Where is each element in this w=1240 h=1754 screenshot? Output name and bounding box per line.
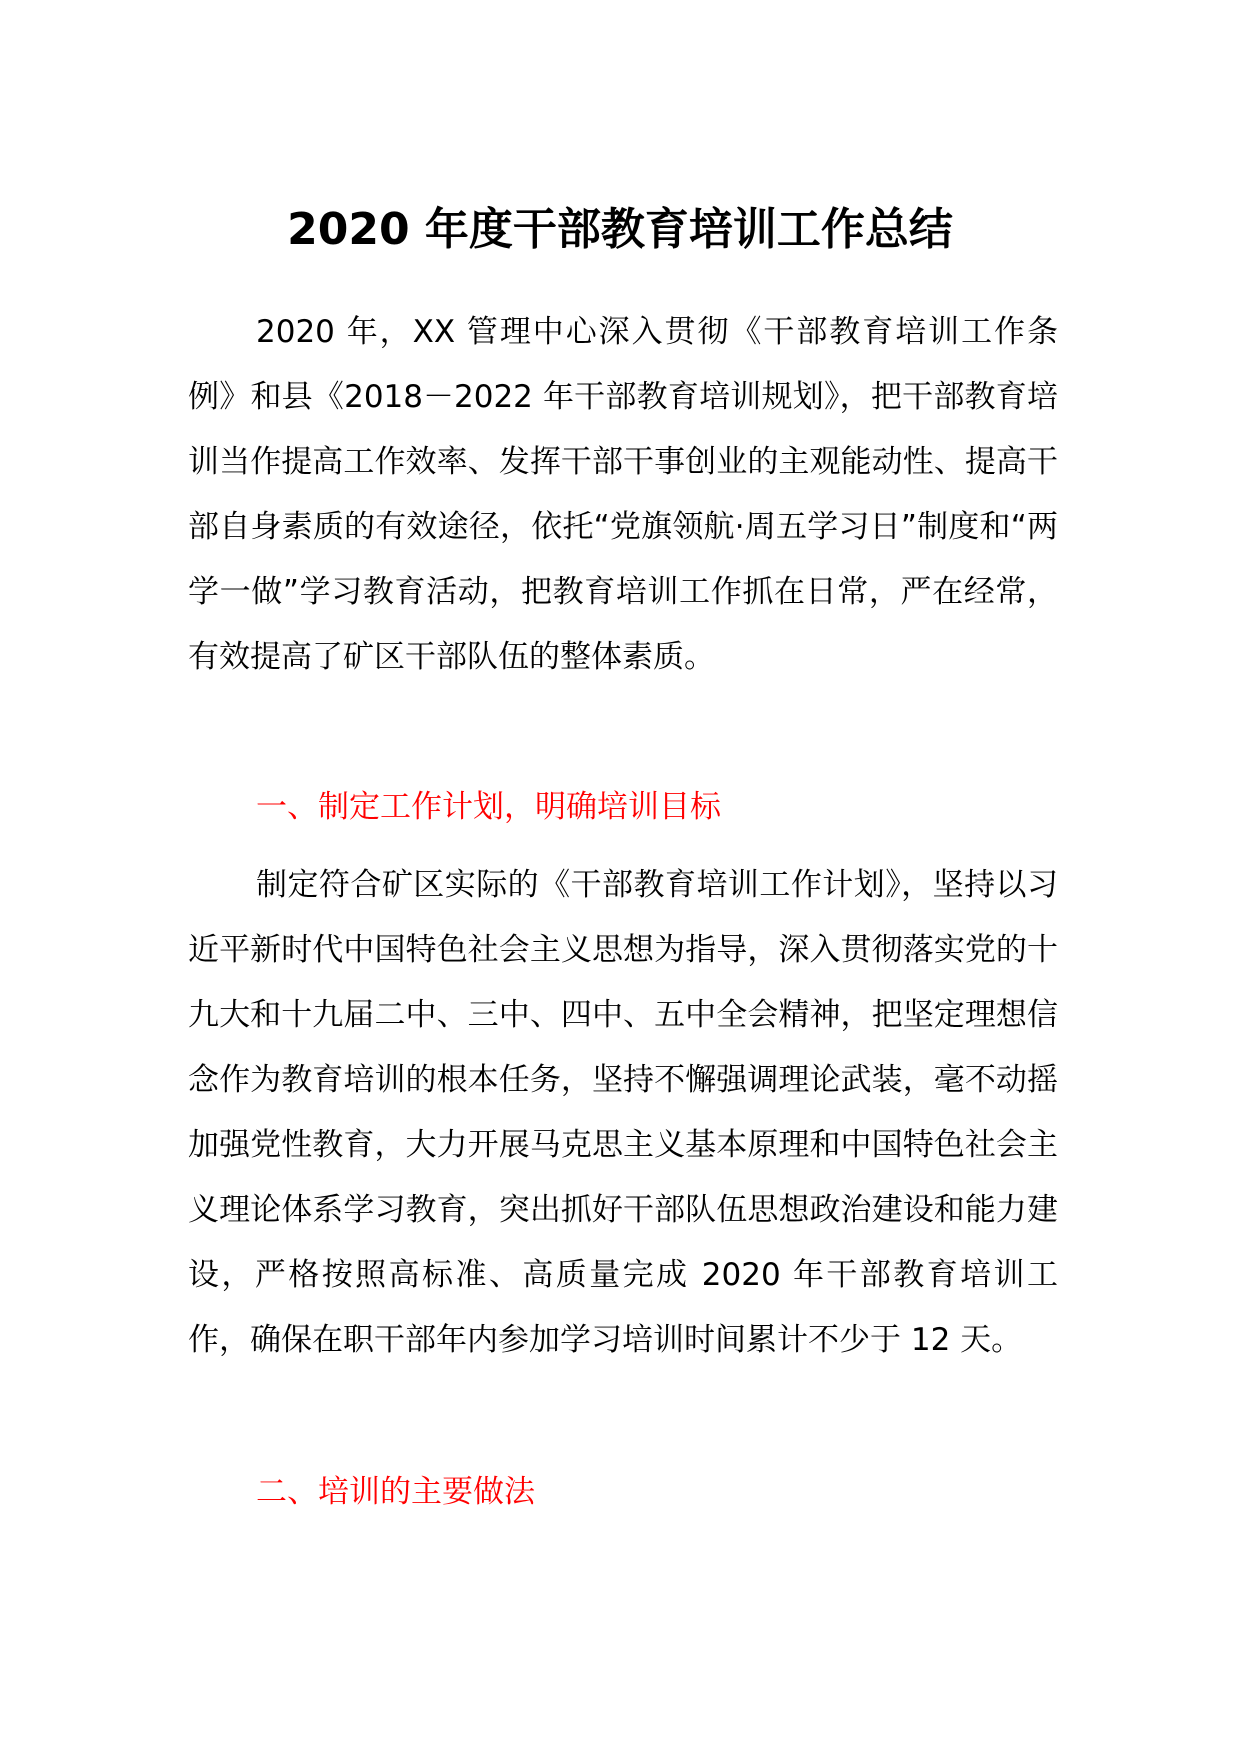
intro-paragraph: 2020 年，XX 管理中心深入贯彻《干部教育培训工作条例》和县《2018－2022 年干部教育培训规划》，把干部教育培训当作提高工作效率、发挥干部干事创业的主观能动性、提高干部自身素质的有效途径，依托“党旗领航·周五学习日”制度和“两学一做”学习教育活动，把教育培训工作抓在日常，严在经常，有效提高了矿区干部队伍的整体素质。 [188,314,1058,675]
document-title: 2020 年度干部教育培训工作总结 [287,204,953,255]
section-heading-1: 一、制定工作计划，明确培训目标 [256,789,721,825]
section-1-paragraph: 制定符合矿区实际的《干部教育培训工作计划》，坚持以习近平新时代中国特色社会主义思想为指导，深入贯彻落实党的十九大和十九届二中、三中、四中、五中全会精神，把坚定理想信念作为教育培训的根本任务，坚持不懈强调理论武装，毫不动摇加强党性教育，大力开展马克思主义基本原理和中国特色社会主义理论体系学习教育，突出抓好干部队伍思想政治建设和能力建设，严格按照高标准、高质量完成 2020 年干部教育培训工作，确保在职干部年内参加学习培训时间累计不少于 12 天。 [188,867,1058,1358]
section-heading-2: 二、培训的主要做法 [256,1474,535,1510]
